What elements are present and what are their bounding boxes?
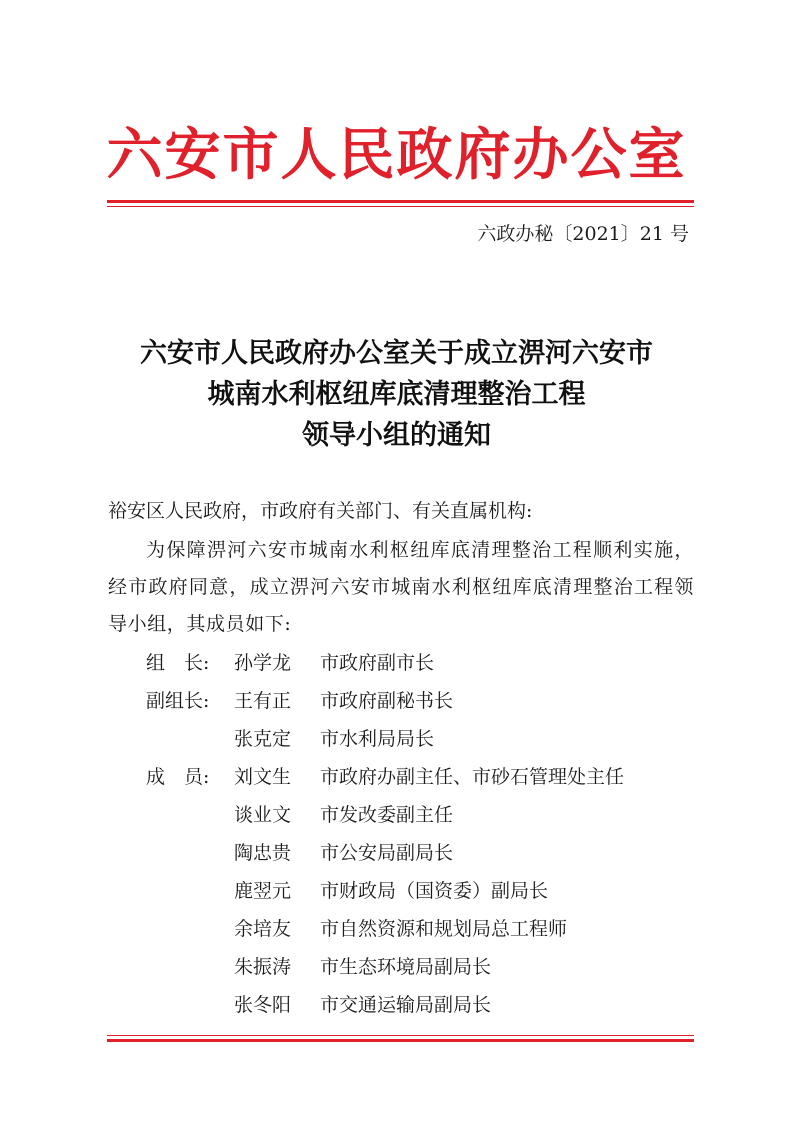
member-name: 王有正	[234, 690, 292, 712]
document-title	[100, 333, 693, 456]
member-position: 市公安局副局长	[320, 842, 454, 864]
member-row	[146, 914, 624, 952]
member-row	[146, 762, 624, 800]
member-role	[146, 914, 234, 952]
member-name: 朱振涛	[234, 956, 292, 978]
footer-red-rule-thin	[107, 1035, 694, 1036]
member-name: 谈业文	[234, 804, 292, 826]
member-name: 张冬阳	[234, 994, 292, 1016]
member-position: 市交通运输局副局长	[320, 994, 492, 1016]
title-line: 六安市人民政府办公室关于成立淠河六安市	[140, 338, 653, 369]
member-row	[146, 724, 624, 762]
member-position: 市财政局（国资委）副局长	[320, 880, 549, 902]
member-role: 副组长:	[146, 690, 210, 712]
member-name: 张克定	[234, 728, 292, 750]
member-role	[146, 990, 234, 1028]
addressee-line: 裕安区人民政府，市政府有关部门、有关直属机构:	[108, 500, 533, 522]
title-line: 领导小组的通知	[302, 420, 491, 451]
masthead-title: 六安市人民政府办公室	[106, 122, 687, 188]
member-role	[146, 952, 234, 990]
member-role	[146, 800, 234, 838]
header-red-rule-thick	[107, 200, 694, 203]
member-row	[146, 876, 624, 914]
member-role	[146, 724, 234, 762]
header-red-rule-thin	[107, 206, 694, 207]
member-name: 孙学龙	[234, 652, 292, 674]
member-row	[146, 800, 624, 838]
member-position: 市自然资源和规划局总工程师	[320, 918, 568, 940]
member-role	[146, 876, 234, 914]
member-role	[146, 838, 234, 876]
member-position: 市水利局局长	[320, 728, 435, 750]
member-name: 余培友	[234, 918, 292, 940]
member-name: 陶忠贵	[234, 842, 292, 864]
member-position: 市生态环境局副局长	[320, 956, 492, 978]
member-list	[146, 648, 624, 1028]
member-row	[146, 952, 624, 990]
document-number: 六政办秘〔2021〕21 号	[477, 223, 689, 245]
member-position: 市政府副秘书长	[320, 690, 454, 712]
member-row	[146, 990, 624, 1028]
member-role: 组 长:	[146, 652, 210, 674]
member-role: 成 员:	[146, 766, 210, 788]
member-position: 市政府办副主任、市砂石管理处主任	[320, 766, 625, 788]
body-paragraph: 为保障淠河六安市城南水利枢纽库底清理整治工程顺利实施，经市政府同意，成立淠河六安市城南水利枢纽库底清理整治工程领导小组，其成员如下:	[108, 539, 694, 635]
member-name: 鹿翌元	[234, 880, 292, 902]
member-row	[146, 686, 624, 724]
member-position: 市政府副市长	[320, 652, 435, 674]
member-position: 市发改委副主任	[320, 804, 454, 826]
member-row	[146, 838, 624, 876]
footer-red-rule-thick	[107, 1039, 694, 1042]
member-row	[146, 648, 624, 686]
member-name: 刘文生	[234, 766, 292, 788]
title-line: 城南水利枢纽库底清理整治工程	[207, 379, 586, 410]
